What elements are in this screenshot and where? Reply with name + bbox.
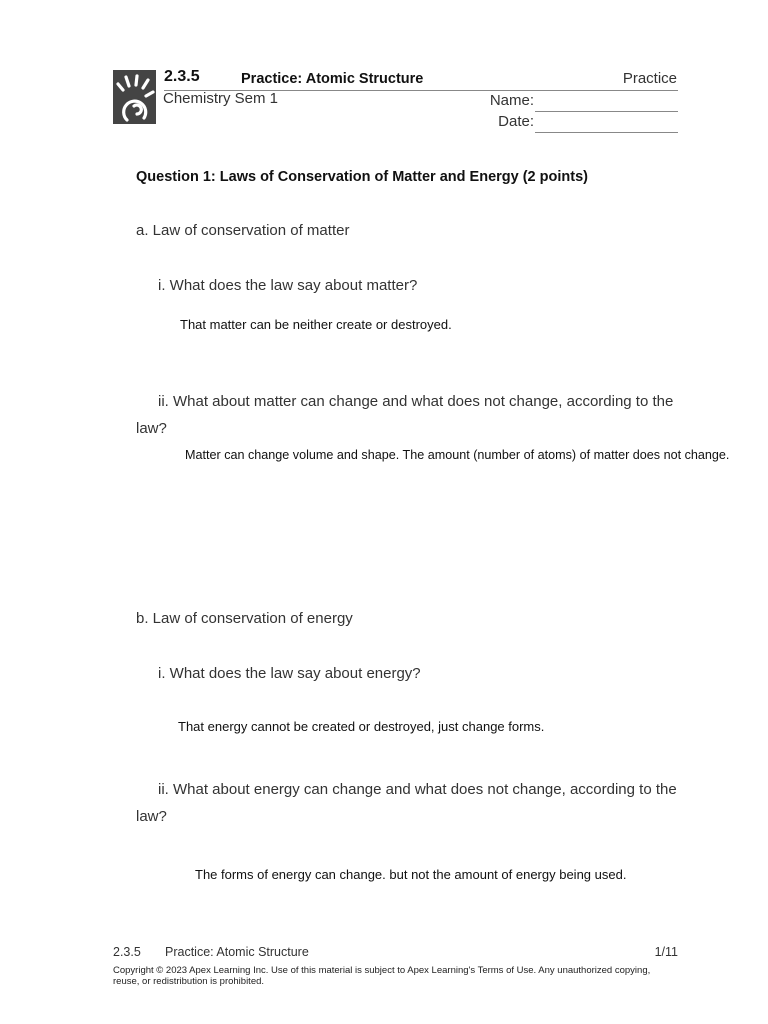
name-field[interactable]: [535, 111, 678, 112]
footer-title: Practice: Atomic Structure: [165, 945, 309, 959]
document-title: Practice: Atomic Structure: [241, 71, 424, 87]
part-a-label: a. Law of conservation of matter: [136, 222, 350, 239]
part-a-question-2-continued: law?: [136, 420, 167, 437]
apex-lightbulb-logo-icon: [113, 70, 156, 124]
part-b-question-2-continued: law?: [136, 808, 167, 825]
date-label: Date:: [498, 113, 534, 130]
part-b-question-1: i. What does the law say about energy?: [158, 665, 421, 682]
part-a-question-2: ii. What about matter can change and what does not change, according to the: [158, 393, 674, 410]
part-b-answer-2[interactable]: The forms of energy can change. but not the amount of energy being used.: [195, 867, 627, 882]
part-b-answer-1[interactable]: That energy cannot be created or destroyed, just change forms.: [178, 719, 545, 734]
question-heading: Question 1: Laws of Conservation of Matter and Energy (2 points): [136, 169, 588, 185]
name-label: Name:: [489, 92, 534, 109]
course-name: Chemistry Sem 1: [163, 90, 279, 107]
lesson-number: 2.3.5: [164, 68, 200, 85]
page-number: 1/11: [654, 945, 678, 959]
copyright-notice: Copyright © 2023 Apex Learning Inc. Use of this material is subject to Apex Learning's Terms of Use. Any unauthorized copying, reuse, or redistribution is prohibited.: [113, 965, 651, 987]
date-field[interactable]: [535, 132, 678, 133]
part-a-answer-2[interactable]: Matter can change volume and shape. The amount (number of atoms) of matter does not change.: [185, 448, 730, 462]
part-b-label: b. Law of conservation of energy: [136, 610, 353, 627]
footer-lesson-number: 2.3.5: [113, 945, 141, 959]
part-a-answer-1[interactable]: That matter can be neither create or destroyed.: [180, 317, 452, 332]
document-type-label: Practice: [622, 70, 677, 87]
part-b-question-2: ii. What about energy can change and what does not change, according to the: [158, 781, 677, 798]
part-a-question-1: i. What does the law say about matter?: [158, 277, 418, 294]
